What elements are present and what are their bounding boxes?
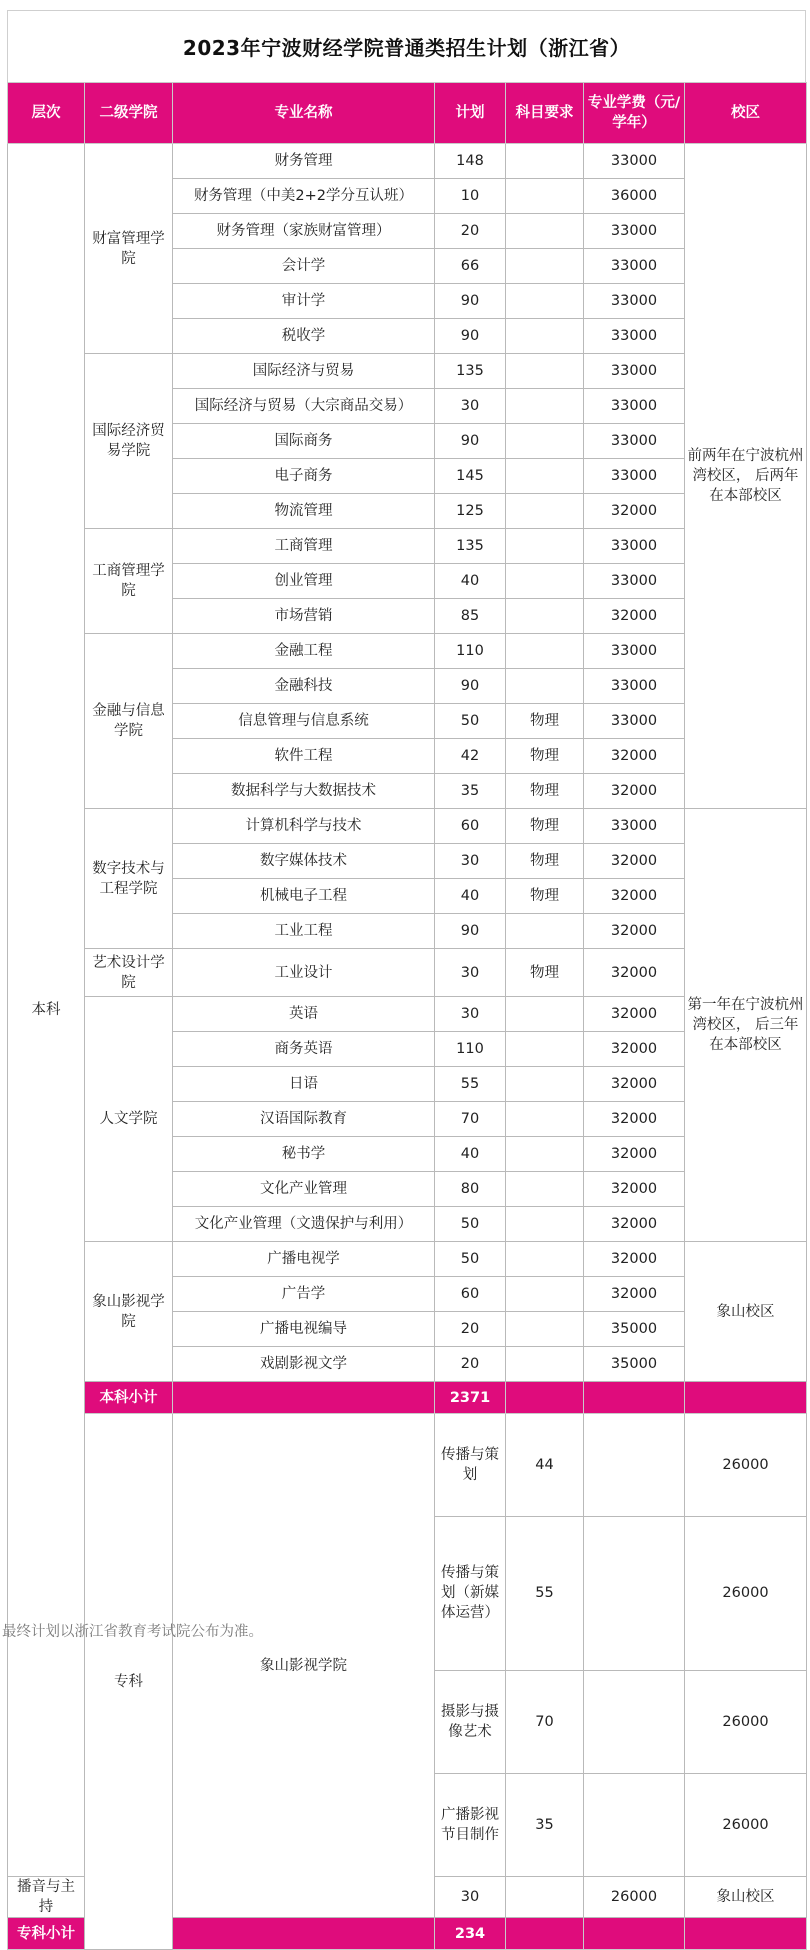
plan-cell: 42	[435, 739, 506, 774]
fee-cell: 32000	[584, 949, 685, 997]
header-plan: 计划	[435, 83, 506, 144]
subtotal-blank	[685, 1382, 807, 1414]
fee-cell: 36000	[584, 179, 685, 214]
college-cell: 金融与信息学院	[85, 634, 173, 809]
plan-cell: 55	[435, 1067, 506, 1102]
campus-cell: 第一年在宁波杭州湾校区， 后三年在本部校区	[685, 809, 807, 1242]
fee-cell: 33000	[584, 669, 685, 704]
plan-cell: 10	[435, 179, 506, 214]
header-row	[8, 83, 807, 144]
major-cell: 审计学	[173, 284, 435, 319]
fee-cell: 33000	[584, 459, 685, 494]
subject-cell	[584, 1414, 685, 1517]
major-cell: 软件工程	[173, 739, 435, 774]
major-cell: 广播影视节目制作	[435, 1773, 506, 1876]
major-cell: 戏剧影视文学	[173, 1347, 435, 1382]
fee-cell: 35000	[584, 1347, 685, 1382]
header-fee: 专业学费（元/学年）	[584, 83, 685, 144]
fee-cell: 32000	[584, 1137, 685, 1172]
fee-cell: 32000	[584, 599, 685, 634]
table-row	[8, 1242, 807, 1277]
college-cell: 人文学院	[85, 997, 173, 1242]
subject-cell: 物理	[506, 949, 584, 997]
major-cell: 计算机科学与技术	[173, 809, 435, 844]
subject-cell	[506, 1242, 584, 1277]
fee-cell: 26000	[685, 1670, 807, 1773]
table-row	[8, 1414, 807, 1517]
level-undergrad: 本科	[8, 144, 85, 1877]
subtotal-blank	[584, 1918, 685, 1950]
major-cell: 广播电视学	[173, 1242, 435, 1277]
header-college: 二级学院	[85, 83, 173, 144]
subject-cell	[506, 354, 584, 389]
subject-cell	[506, 494, 584, 529]
campus-cell: 前两年在宁波杭州湾校区， 后两年在本部校区	[685, 144, 807, 809]
fee-cell: 32000	[584, 1242, 685, 1277]
plan-cell: 40	[435, 1137, 506, 1172]
header-major: 专业名称	[173, 83, 435, 144]
fee-cell: 33000	[584, 529, 685, 564]
major-cell: 国际经济与贸易	[173, 354, 435, 389]
plan-cell: 90	[435, 669, 506, 704]
plan-cell: 70	[435, 1102, 506, 1137]
fee-cell: 33000	[584, 144, 685, 179]
plan-cell: 110	[435, 634, 506, 669]
table-row	[8, 144, 807, 179]
campus-cell: 象山校区	[685, 1877, 807, 1918]
header-campus: 校区	[685, 83, 807, 144]
subtotal-label: 专科小计	[8, 1918, 85, 1950]
major-cell: 日语	[173, 1067, 435, 1102]
subject-cell	[506, 1102, 584, 1137]
plan-cell: 90	[435, 284, 506, 319]
fee-cell: 33000	[584, 704, 685, 739]
subject-cell	[506, 634, 584, 669]
fee-cell: 32000	[584, 739, 685, 774]
major-cell: 税收学	[173, 319, 435, 354]
plan-cell: 70	[506, 1670, 584, 1773]
subject-cell	[506, 529, 584, 564]
subtotal-blank	[685, 1918, 807, 1950]
fee-cell: 32000	[584, 1207, 685, 1242]
subject-cell	[506, 997, 584, 1032]
subject-cell	[506, 459, 584, 494]
plan-cell: 90	[435, 914, 506, 949]
fee-cell: 32000	[584, 879, 685, 914]
major-cell: 数字媒体技术	[173, 844, 435, 879]
college-cell: 财富管理学院	[85, 144, 173, 354]
college-cell: 艺术设计学院	[85, 949, 173, 997]
subject-cell: 物理	[506, 844, 584, 879]
major-cell: 市场营销	[173, 599, 435, 634]
subject-cell	[584, 1773, 685, 1876]
plan-cell: 66	[435, 249, 506, 284]
fee-cell: 32000	[584, 494, 685, 529]
subject-cell	[506, 1347, 584, 1382]
plan-cell: 20	[435, 214, 506, 249]
major-cell: 工业工程	[173, 914, 435, 949]
major-cell: 工商管理	[173, 529, 435, 564]
subject-cell	[506, 389, 584, 424]
plan-cell: 55	[506, 1517, 584, 1670]
subject-cell	[506, 1032, 584, 1067]
plan-cell: 80	[435, 1172, 506, 1207]
plan-cell: 60	[435, 1277, 506, 1312]
table-row	[8, 809, 807, 844]
plan-cell: 30	[435, 844, 506, 879]
level-college: 专科	[85, 1414, 173, 1950]
subject-cell	[506, 424, 584, 459]
major-cell: 会计学	[173, 249, 435, 284]
major-cell: 财务管理（中美2+2学分互认班）	[173, 179, 435, 214]
plan-cell: 85	[435, 599, 506, 634]
title-box	[7, 10, 806, 82]
fee-cell: 32000	[584, 844, 685, 879]
major-cell: 创业管理	[173, 564, 435, 599]
plan-cell: 44	[506, 1414, 584, 1517]
fee-cell: 26000	[584, 1877, 685, 1918]
fee-cell: 33000	[584, 424, 685, 459]
subtotal-label: 本科小计	[85, 1382, 173, 1414]
plan-cell: 35	[435, 774, 506, 809]
campus-cell: 象山校区	[685, 1242, 807, 1382]
subject-cell	[506, 1137, 584, 1172]
major-cell: 传播与策划（新媒体运营）	[435, 1517, 506, 1670]
plan-cell: 30	[435, 997, 506, 1032]
major-cell: 文化产业管理	[173, 1172, 435, 1207]
plan-cell: 30	[435, 1877, 506, 1918]
major-cell: 文化产业管理（文遗保护与利用）	[173, 1207, 435, 1242]
fee-cell: 26000	[685, 1414, 807, 1517]
enrollment-plan-table	[7, 82, 807, 1950]
fee-cell: 32000	[584, 1067, 685, 1102]
plan-cell: 148	[435, 144, 506, 179]
subject-cell	[506, 144, 584, 179]
subject-cell: 物理	[506, 704, 584, 739]
page-title: 2023年宁波财经学院普通类招生计划（浙江省）	[182, 36, 631, 60]
plan-cell: 50	[435, 1207, 506, 1242]
college-cell: 象山影视学院	[85, 1242, 173, 1382]
fee-cell: 26000	[685, 1773, 807, 1876]
plan-cell: 145	[435, 459, 506, 494]
subject-cell	[506, 599, 584, 634]
subject-cell	[506, 214, 584, 249]
plan-cell: 50	[435, 1242, 506, 1277]
fee-cell: 33000	[584, 634, 685, 669]
subject-cell	[506, 179, 584, 214]
subject-cell	[506, 1172, 584, 1207]
subtotal-blank	[173, 1382, 435, 1414]
plan-cell: 20	[435, 1347, 506, 1382]
fee-cell: 33000	[584, 809, 685, 844]
fee-cell: 33000	[584, 564, 685, 599]
plan-cell: 135	[435, 354, 506, 389]
subtotal-blank	[506, 1918, 584, 1950]
footnote: 最终计划以浙江省教育考试院公布为准。	[2, 1624, 263, 1640]
fee-cell: 33000	[584, 249, 685, 284]
subject-cell: 物理	[506, 739, 584, 774]
header-subject: 科目要求	[506, 83, 584, 144]
major-cell: 金融工程	[173, 634, 435, 669]
major-cell: 机械电子工程	[173, 879, 435, 914]
fee-cell: 33000	[584, 284, 685, 319]
subtotal-blank	[506, 1382, 584, 1414]
major-cell: 广播电视编导	[173, 1312, 435, 1347]
subject-cell	[506, 914, 584, 949]
subject-cell	[506, 249, 584, 284]
fee-cell: 32000	[584, 1277, 685, 1312]
subject-cell	[506, 319, 584, 354]
fee-cell: 33000	[584, 389, 685, 424]
plan-cell: 40	[435, 564, 506, 599]
subtotal-blank	[173, 1918, 435, 1950]
subtotal-row	[8, 1382, 807, 1414]
major-cell: 工业设计	[173, 949, 435, 997]
plan-cell: 40	[435, 879, 506, 914]
subject-cell: 物理	[506, 809, 584, 844]
fee-cell: 26000	[685, 1517, 807, 1670]
major-cell: 传播与策划	[435, 1414, 506, 1517]
fee-cell: 33000	[584, 319, 685, 354]
subject-cell	[506, 669, 584, 704]
fee-cell: 32000	[584, 1032, 685, 1067]
major-cell: 信息管理与信息系统	[173, 704, 435, 739]
college-cell: 象山影视学院	[173, 1414, 435, 1918]
fee-cell: 32000	[584, 1102, 685, 1137]
plan-cell: 30	[435, 389, 506, 424]
subject-cell	[506, 1312, 584, 1347]
subject-cell	[506, 1877, 584, 1918]
major-cell: 英语	[173, 997, 435, 1032]
major-cell: 物流管理	[173, 494, 435, 529]
subject-cell	[506, 1067, 584, 1102]
fee-cell: 33000	[584, 214, 685, 249]
fee-cell: 35000	[584, 1312, 685, 1347]
major-cell: 财务管理（家族财富管理）	[173, 214, 435, 249]
header-level: 层次	[8, 83, 85, 144]
major-cell: 秘书学	[173, 1137, 435, 1172]
major-cell: 广告学	[173, 1277, 435, 1312]
plan-cell: 135	[435, 529, 506, 564]
major-cell: 国际经济与贸易（大宗商品交易）	[173, 389, 435, 424]
subtotal-value: 234	[435, 1918, 506, 1950]
major-cell: 国际商务	[173, 424, 435, 459]
subtotal-value: 2371	[435, 1382, 506, 1414]
plan-cell: 90	[435, 424, 506, 459]
college-cell: 工商管理学院	[85, 529, 173, 634]
fee-cell: 33000	[584, 354, 685, 389]
major-cell: 电子商务	[173, 459, 435, 494]
plan-cell: 35	[506, 1773, 584, 1876]
fee-cell: 32000	[584, 914, 685, 949]
subject-cell	[506, 1277, 584, 1312]
college-cell: 国际经济贸易学院	[85, 354, 173, 529]
plan-cell: 60	[435, 809, 506, 844]
subject-cell	[506, 1207, 584, 1242]
major-cell: 金融科技	[173, 669, 435, 704]
subtotal-blank	[584, 1382, 685, 1414]
subject-cell: 物理	[506, 774, 584, 809]
college-cell: 数字技术与工程学院	[85, 809, 173, 949]
major-cell: 商务英语	[173, 1032, 435, 1067]
plan-cell: 30	[435, 949, 506, 997]
major-cell: 数据科学与大数据技术	[173, 774, 435, 809]
subject-cell	[584, 1670, 685, 1773]
major-cell: 汉语国际教育	[173, 1102, 435, 1137]
fee-cell: 32000	[584, 997, 685, 1032]
subject-cell	[584, 1517, 685, 1670]
plan-cell: 110	[435, 1032, 506, 1067]
major-cell: 摄影与摄像艺术	[435, 1670, 506, 1773]
plan-cell: 125	[435, 494, 506, 529]
major-cell: 财务管理	[173, 144, 435, 179]
major-cell: 播音与主持	[8, 1877, 85, 1918]
fee-cell: 32000	[584, 774, 685, 809]
plan-cell: 20	[435, 1312, 506, 1347]
plan-cell: 90	[435, 319, 506, 354]
fee-cell: 32000	[584, 1172, 685, 1207]
subject-cell	[506, 284, 584, 319]
subject-cell: 物理	[506, 879, 584, 914]
plan-cell: 50	[435, 704, 506, 739]
subject-cell	[506, 564, 584, 599]
